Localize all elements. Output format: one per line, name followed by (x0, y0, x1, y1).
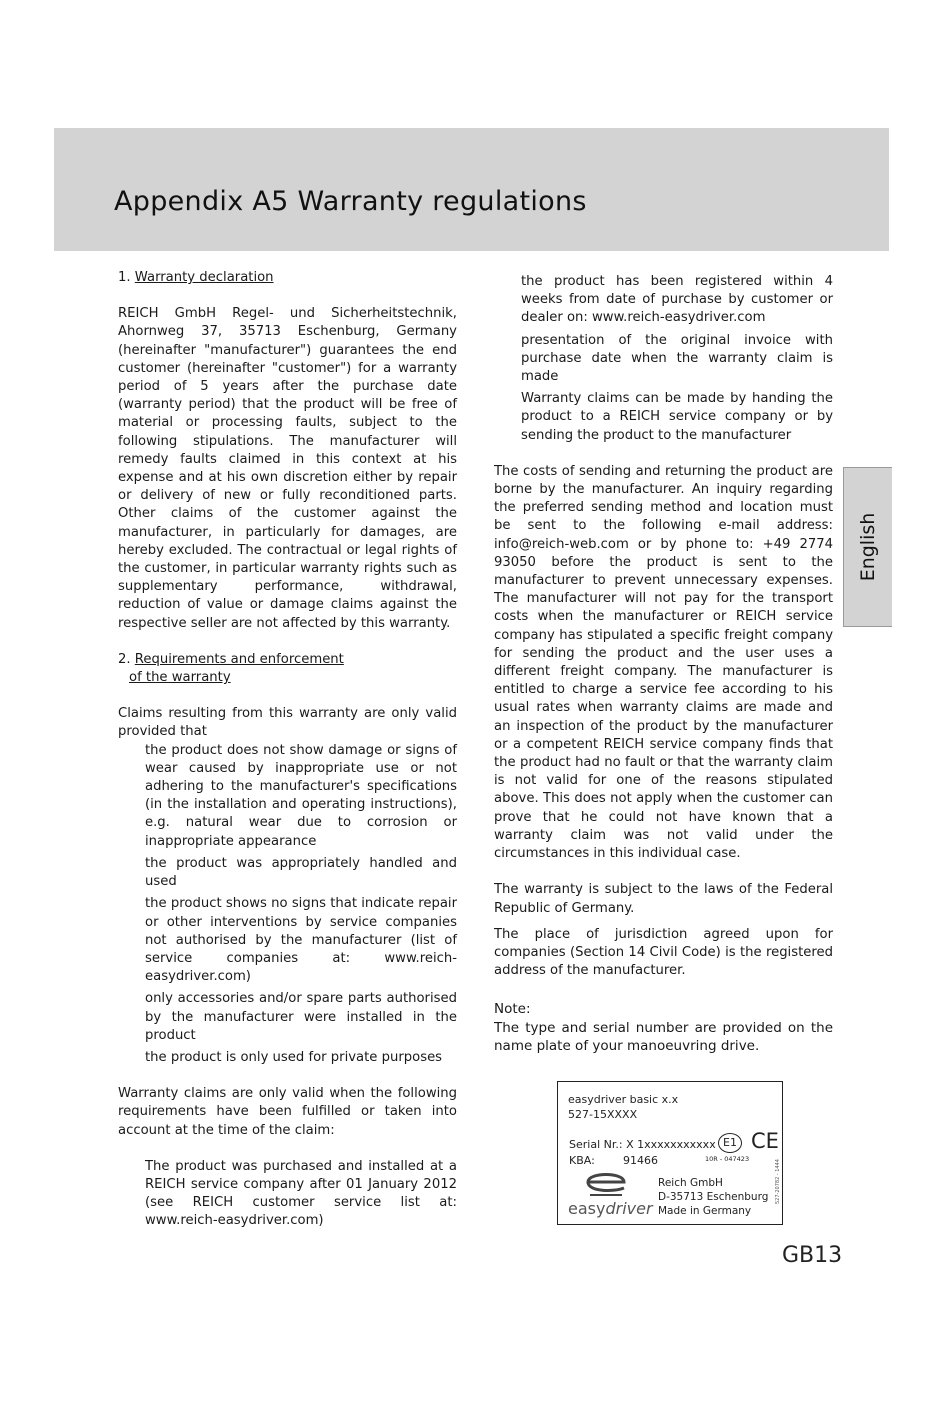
list-item: presentation of the original invoice with purchase date when the warranty claim is made (521, 332, 833, 385)
page-title: Appendix A5 Warranty regulations (114, 186, 587, 217)
section-2-title-line2: of the warranty (129, 670, 231, 686)
logo-word-easy: easy (568, 1199, 606, 1218)
requirements-list-continued (494, 273, 833, 445)
right-column (494, 273, 833, 980)
plate-made-in: Made in Germany (658, 1205, 752, 1217)
e-mark-icon: E1 (718, 1133, 742, 1153)
easydriver-logo-icon (584, 1168, 628, 1198)
requirements-list (118, 1158, 457, 1231)
list-item: the product was appropriately handled and used (145, 855, 457, 890)
plate-kba-label: KBA: (569, 1154, 595, 1167)
list-item: the product has been registered within 4 weeks from date of purchase by customer or dealer on: www.reich-easydriver.com (521, 274, 833, 326)
plate-model: easydriver basic x.x (568, 1093, 679, 1106)
language-tab (843, 467, 892, 627)
section-1-number: 1. (118, 270, 131, 285)
plate-approval: 10R - 047423 (705, 1155, 750, 1163)
section-1-title: Warranty declaration (134, 270, 274, 285)
plate-serial: Serial Nr.: X 1xxxxxxxxxxx (569, 1138, 716, 1151)
section-2-title-line1: Requirements and enforcement (134, 651, 344, 667)
left-column (118, 269, 457, 1235)
section-2-heading (118, 651, 457, 687)
plate-part-number: 527-15XXXX (568, 1108, 638, 1121)
ce-mark-icon: CE (751, 1129, 779, 1153)
name-plate (557, 1081, 783, 1225)
plate-vertical-code: 527-20782 - 1444 (775, 1159, 781, 1204)
list-item: Warranty claims can be made by handing the product to a REICH service company or by sending the product to the manufacturer (521, 391, 833, 443)
logo-word-driver: driver (605, 1199, 653, 1218)
claims-intro: Warranty claims are only valid when the following requirements have been fulfilled or taken into account at the time of the claim: (118, 1086, 457, 1138)
list-item: the product does not show damage or signs of wear caused by inappropriate use or not adhering to the manufacturer's specifications (in the installation and operating instructions), e.g. natural wear due to corrosion or inappropriate appearance (145, 742, 457, 849)
conditions-intro: Claims resulting from this warranty are only valid provided that (118, 706, 457, 740)
jurisdiction-text: The place of jurisdiction agreed upon for companies (Section 14 Civil Code) is the registered address of the manufacturer. (494, 926, 833, 979)
shipping-costs-text: The costs of sending and returning the product are borne by the manufacturer. An inquiry regarding the preferred sending method and location must be sent to the following e-mail address: info@reich-web.com or by phone to: +49 2774 93050 before the product is sent to the manufacturer to prevent unnecessary expenses. The manufacturer will not pay for the transport costs when the manufacturer or REICH service company has stipulated a specific freight company for sending the product and the user uses a different freight company. The manufacturer is entitled to charge a service fee according to his usual rates when warranty claims are made and an inspection of the product by the manufacturer or a competent REICH service company finds that the product had no fault or that the warranty claim is not valid for one of the reasons stipulated above. This does not apply when the customer can prove that he could not have known that a warranty claim was not valid under the circumstances in this individual case. (494, 463, 833, 862)
header-band (54, 128, 889, 251)
note-label: Note: (494, 1001, 531, 1017)
conditions-list (118, 742, 457, 1067)
plate-company: Reich GmbH (658, 1177, 723, 1189)
warranty-declaration-text: REICH GmbH Regel- und Sicherheitstechnik, Ahornweg 37, 35713 Eschenburg, Germany (hereinafter "manufacturer") guarantees the end customer (hereinafter "customer") for a warranty period of 5 years after the purchase date (warranty period) that the product will be free of material or processing faults, subject to the following stipulations. The manufacturer will remedy faults claimed in this context at his expense and at his own discretion either by repair or delivery of new or fully reconditioned parts. Other claims of the customer against the manufacturer, in particularly for damages, are hereby excluded. The contractual or legal rights of the customer, in particular warranty rights such as supplementary performance, withdrawal, reduction of value or damage claims against the respective seller are not affected by this warranty. (118, 306, 457, 631)
plate-logo-word (568, 1200, 653, 1218)
plate-kba-value: 91466 (623, 1154, 658, 1167)
language-tab-label: English (857, 512, 879, 582)
list-item: the product is only used for private purposes (145, 1049, 443, 1065)
list-item: the product shows no signs that indicate repair or other interventions by service companies not authorised by the manufacturer (list of service companies at: www.reich-easydriver.com) (145, 896, 457, 985)
section-2-number: 2. (118, 651, 131, 667)
section-1-heading (118, 269, 457, 287)
note-text: The type and serial number are provided on the name plate of your manoeuvring drive. (494, 1019, 833, 1054)
governing-law-text: The warranty is subject to the laws of the Federal Republic of Germany. (494, 882, 833, 916)
page-number: GB13 (782, 1243, 843, 1268)
list-item: only accessories and/or spare parts authorised by the manufacturer were installed in the product (145, 991, 457, 1043)
list-item: The product was purchased and installed at a REICH service company after 01 January 2012 (see REICH customer service list at: www.reich-easydriver.com) (145, 1158, 457, 1229)
note-box (494, 1000, 833, 1056)
plate-address: D-35713 Eschenburg (658, 1191, 769, 1203)
